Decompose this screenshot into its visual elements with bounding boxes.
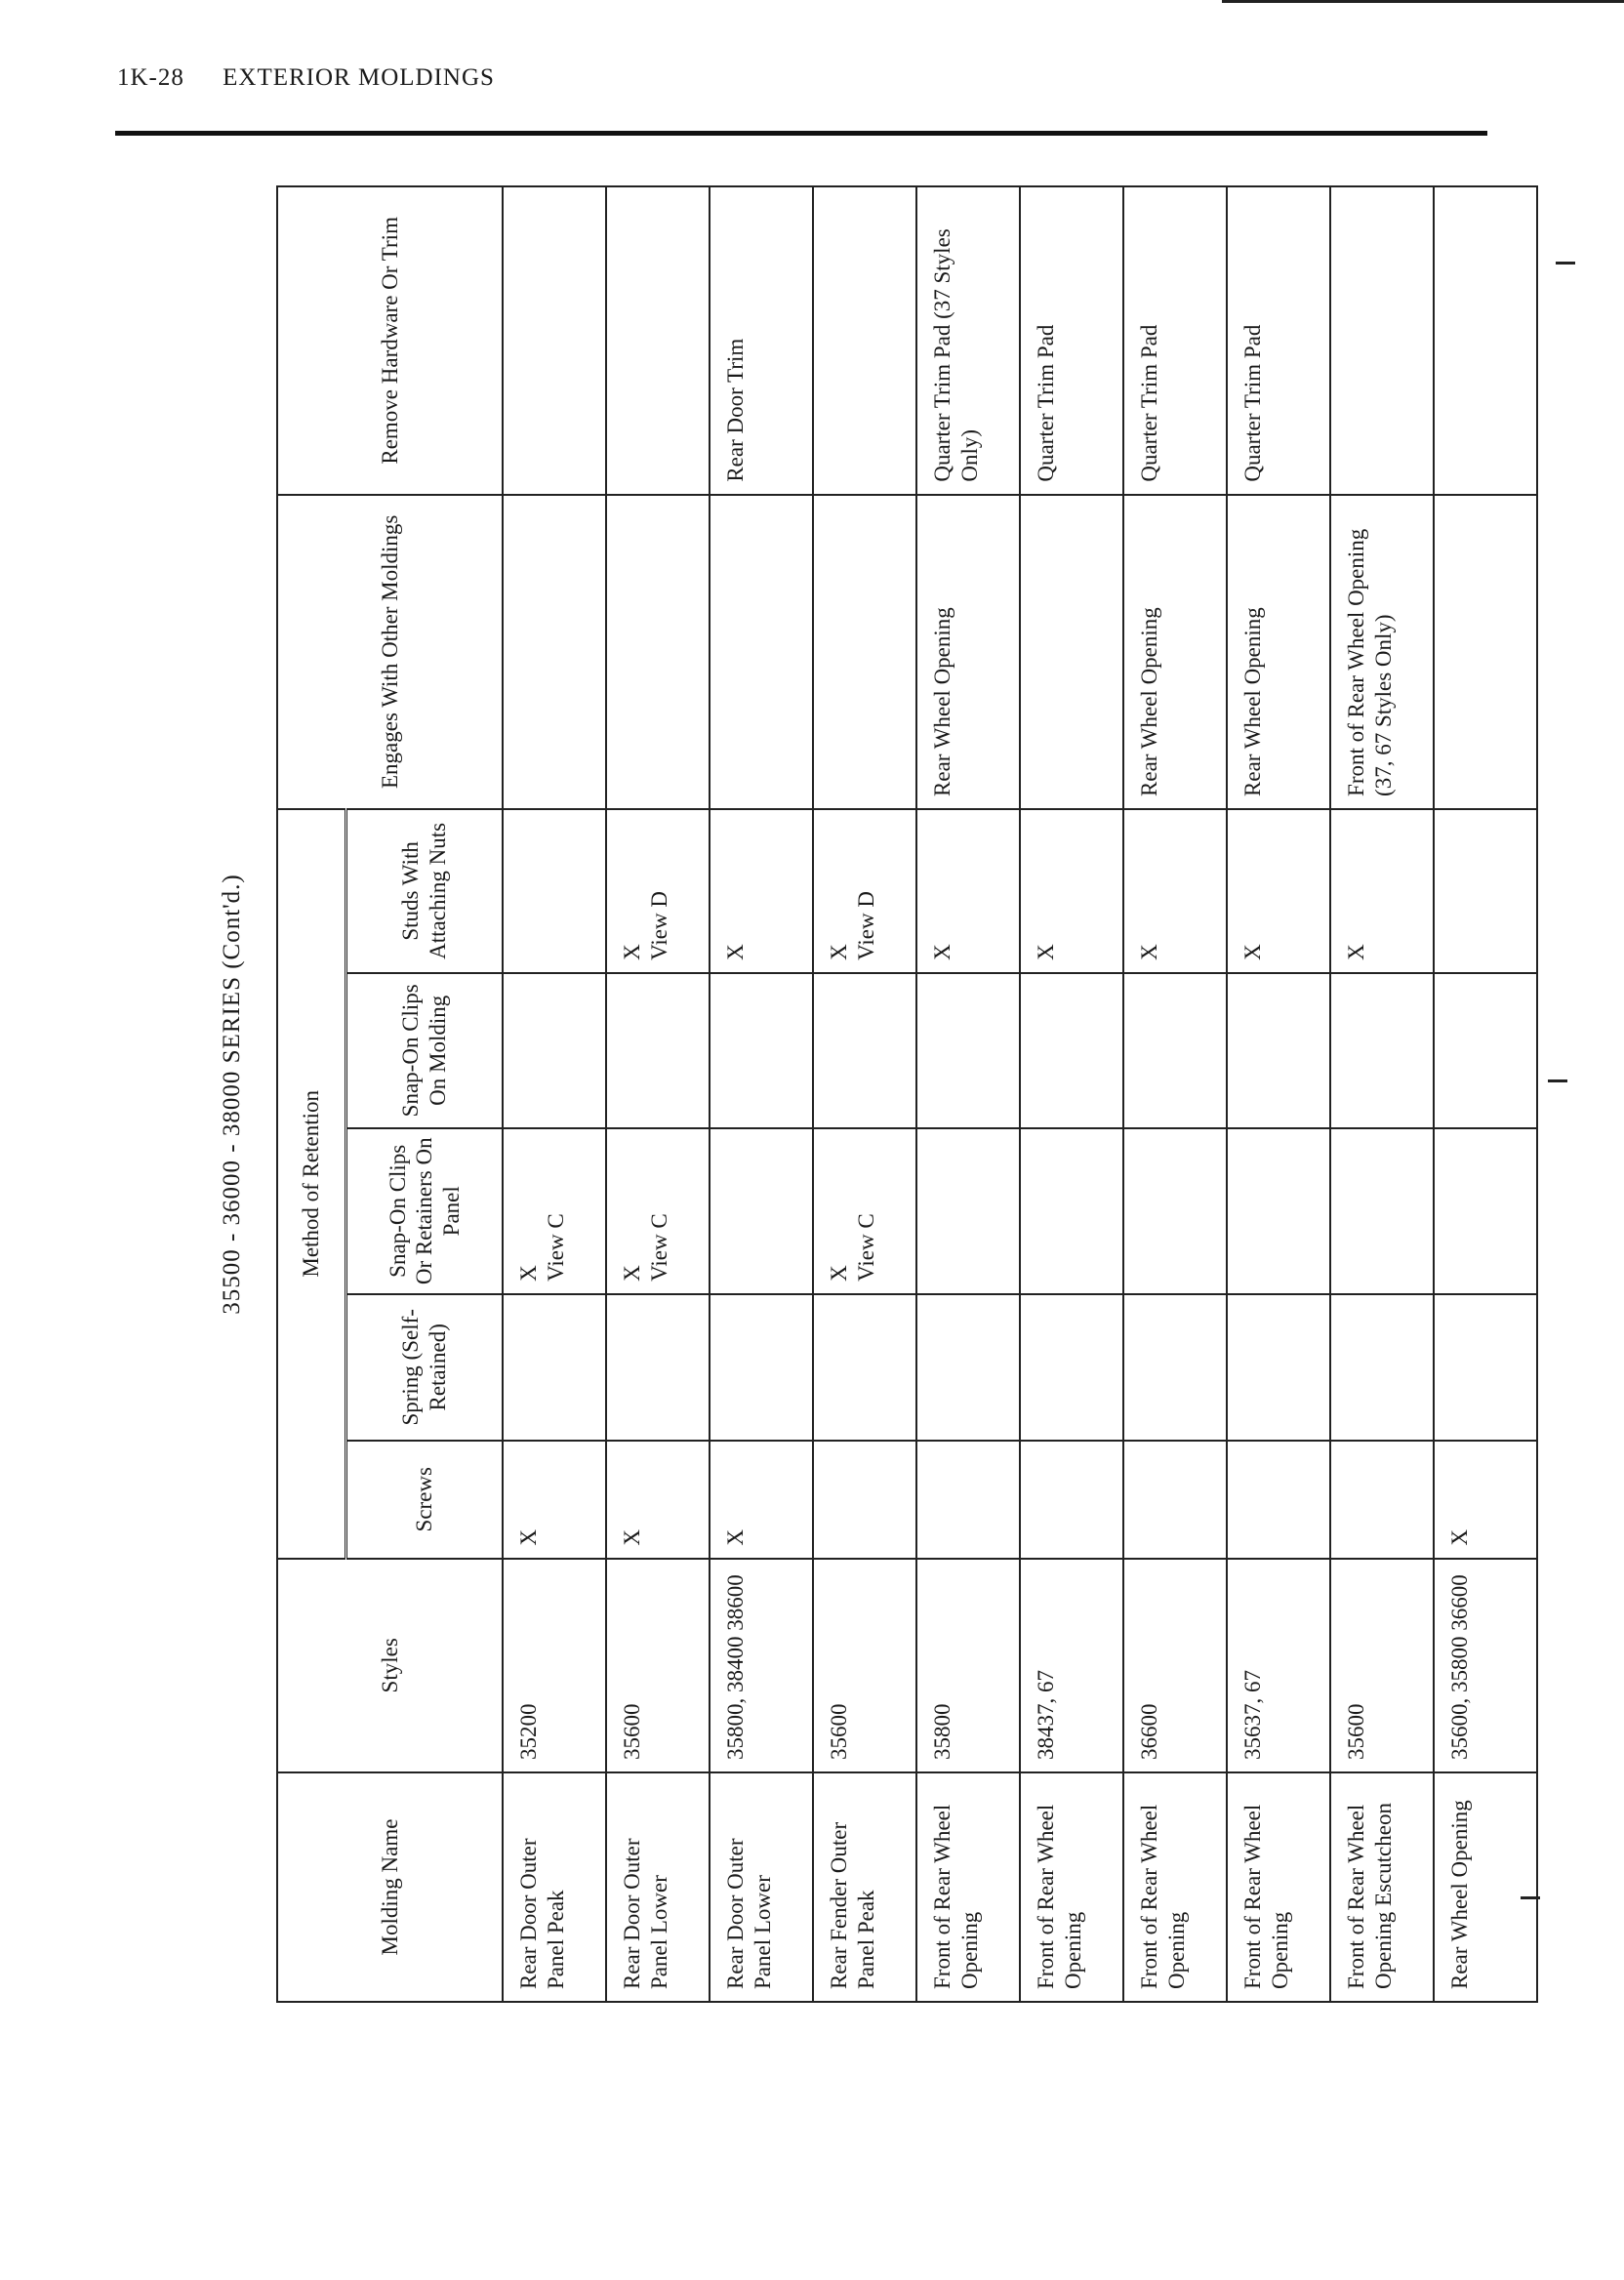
styles: 38437, 67 [1020,1559,1123,1772]
screws-cell: X [503,1441,606,1559]
spring-cell [813,1294,916,1441]
snap-on-panel-cell [606,1128,710,1294]
molding-name: Rear Door Outer Panel Lower [606,1772,710,2002]
studs-mark: X [620,944,644,960]
snap-on-molding-cell [606,973,710,1128]
margin-mark [1548,1079,1567,1082]
snap-on-panel-cell [1227,1128,1330,1294]
styles: 35600 [606,1559,710,1772]
engages-cell [813,495,916,809]
molding-name: Front of Rear Wheel Opening [916,1772,1020,2002]
styles: 35600 [813,1559,916,1772]
snap-on-molding-cell [503,973,606,1128]
molding-name: Front of Rear Wheel Opening [1227,1772,1330,2002]
spring-cell [1123,1294,1227,1441]
screws-cell [1123,1441,1227,1559]
snap-on-panel-cell [1330,1128,1434,1294]
studs-mark: X [827,944,851,960]
top-edge-line [1222,0,1624,3]
spring-cell [503,1294,606,1441]
table-row [606,186,710,2002]
engages-cell: Rear Wheel Opening [916,495,1020,809]
studs-cell [1123,809,1227,973]
col-engages: Engages With Other Moldings [277,495,503,809]
screws-cell [813,1441,916,1559]
col-remove: Remove Hardware Or Trim [277,186,503,495]
styles: 35200 [503,1559,606,1772]
screws-cell [1020,1441,1123,1559]
engages-cell: Front of Rear Wheel Opening (37, 67 Styles Only) [1330,495,1434,809]
col-styles: Styles [277,1559,503,1772]
studs-mark: X [1240,944,1265,960]
page-number: 1K-28 [117,64,184,91]
engages-cell [503,495,606,809]
styles: 35800 [916,1559,1020,1772]
studs-mark: X [1034,944,1058,960]
remove-cell: Quarter Trim Pad [1020,186,1123,495]
screws-cell: X [606,1441,710,1559]
snap-on-molding-cell [813,973,916,1128]
table-caption: 35500 - 36000 - 38000 SERIES (Cont'd.) [219,874,245,1315]
spring-cell [1020,1294,1123,1441]
col-method-of-retention: Method of Retention [277,809,346,1559]
snap-on-panel-cell [1123,1128,1227,1294]
snap-on-molding-cell [1330,973,1434,1128]
studs-mark: X [930,944,954,960]
col-spring: Spring (Self-Retained) [346,1294,504,1441]
table-row [1020,186,1123,2002]
remove-cell: Quarter Trim Pad [1123,186,1227,495]
table-row [503,186,606,2002]
molding-name: Rear Door Outer Panel Peak [503,1772,606,2002]
remove-cell: Quarter Trim Pad (37 Styles Only) [916,186,1020,495]
table-row [1434,186,1537,2002]
studs-cell [1434,809,1537,973]
studs-mark: X [723,944,748,960]
spring-cell [1330,1294,1434,1441]
col-studs: Studs With Attaching Nuts [346,809,504,973]
studs-cell [916,809,1020,973]
header-rule [115,131,1487,136]
panel-view: View C [646,1213,671,1282]
rotated-table-region [188,185,1472,2003]
table-row [1330,186,1434,2002]
snap-on-panel-cell [1434,1128,1537,1294]
remove-cell [606,186,710,495]
rotated-content [188,185,1472,2003]
styles: 35600 [1330,1559,1434,1772]
snap-on-panel-cell [916,1128,1020,1294]
screws-cell [1227,1441,1330,1559]
engages-cell [710,495,813,809]
remove-cell [813,186,916,495]
engages-cell: Rear Wheel Opening [1227,495,1330,809]
styles: 35800, 38400 38600 [710,1559,813,1772]
molding-name: Front of Rear Wheel Opening [1020,1772,1123,2002]
studs-view: View D [853,891,878,960]
screws-cell [916,1441,1020,1559]
col-molding-name: Molding Name [277,1772,503,2002]
molding-name: Rear Wheel Opening [1434,1772,1537,2002]
engages-cell [1434,495,1537,809]
engages-cell: Rear Wheel Opening [1123,495,1227,809]
snap-on-molding-cell [1020,973,1123,1128]
section-title: EXTERIOR MOLDINGS [223,64,495,91]
studs-cell [813,809,916,973]
panel-view: View C [853,1213,878,1282]
screws-cell: X [1434,1441,1537,1559]
studs-cell [1020,809,1123,973]
molding-name: Front of Rear Wheel Opening Escutcheon [1330,1772,1434,2002]
molding-name: Rear Fender Outer Panel Peak [813,1772,916,2002]
col-snap-on-panel: Snap-On Clips Or Retainers On Panel [346,1128,504,1294]
spring-cell [1227,1294,1330,1441]
table-row [710,186,813,2002]
engages-cell [1020,495,1123,809]
screws-cell [1330,1441,1434,1559]
panel-view: View C [543,1213,568,1282]
margin-mark [1556,262,1575,265]
table-row [1123,186,1227,2002]
snap-on-molding-cell [1434,973,1537,1128]
moldings-table [276,185,1538,2003]
spring-cell [1434,1294,1537,1441]
studs-mark: X [1137,944,1161,960]
studs-mark: X [1344,944,1368,960]
spring-cell [606,1294,710,1441]
page-header [117,64,495,92]
spring-cell [710,1294,813,1441]
snap-on-molding-cell [710,973,813,1128]
snap-on-molding-cell [916,973,1020,1128]
studs-cell [503,809,606,973]
col-screws: Screws [346,1441,504,1559]
remove-cell [1434,186,1537,495]
snap-on-panel-cell [503,1128,606,1294]
studs-cell [710,809,813,973]
studs-cell [1330,809,1434,973]
snap-on-molding-cell [1123,973,1227,1128]
remove-cell: Quarter Trim Pad [1227,186,1330,495]
studs-cell [606,809,710,973]
panel-mark: X [620,1265,644,1282]
styles: 35600, 35800 36600 [1434,1559,1537,1772]
table-row [916,186,1020,2002]
panel-mark: X [827,1265,851,1282]
styles: 35637, 67 [1227,1559,1330,1772]
snap-on-panel-cell [813,1128,916,1294]
studs-cell [1227,809,1330,973]
engages-cell [606,495,710,809]
studs-view: View D [646,891,671,960]
table-row [813,186,916,2002]
snap-on-panel-cell [1020,1128,1123,1294]
spring-cell [916,1294,1020,1441]
panel-mark: X [516,1265,541,1282]
snap-on-molding-cell [1227,973,1330,1128]
molding-name: Front of Rear Wheel Opening [1123,1772,1227,2002]
molding-name: Rear Door Outer Panel Lower [710,1772,813,2002]
table-row [1227,186,1330,2002]
remove-cell [503,186,606,495]
remove-cell [1330,186,1434,495]
screws-cell: X [710,1441,813,1559]
col-snap-on-molding: Snap-On Clips On Molding [346,973,504,1128]
styles: 36600 [1123,1559,1227,1772]
snap-on-panel-cell [710,1128,813,1294]
remove-cell: Rear Door Trim [710,186,813,495]
